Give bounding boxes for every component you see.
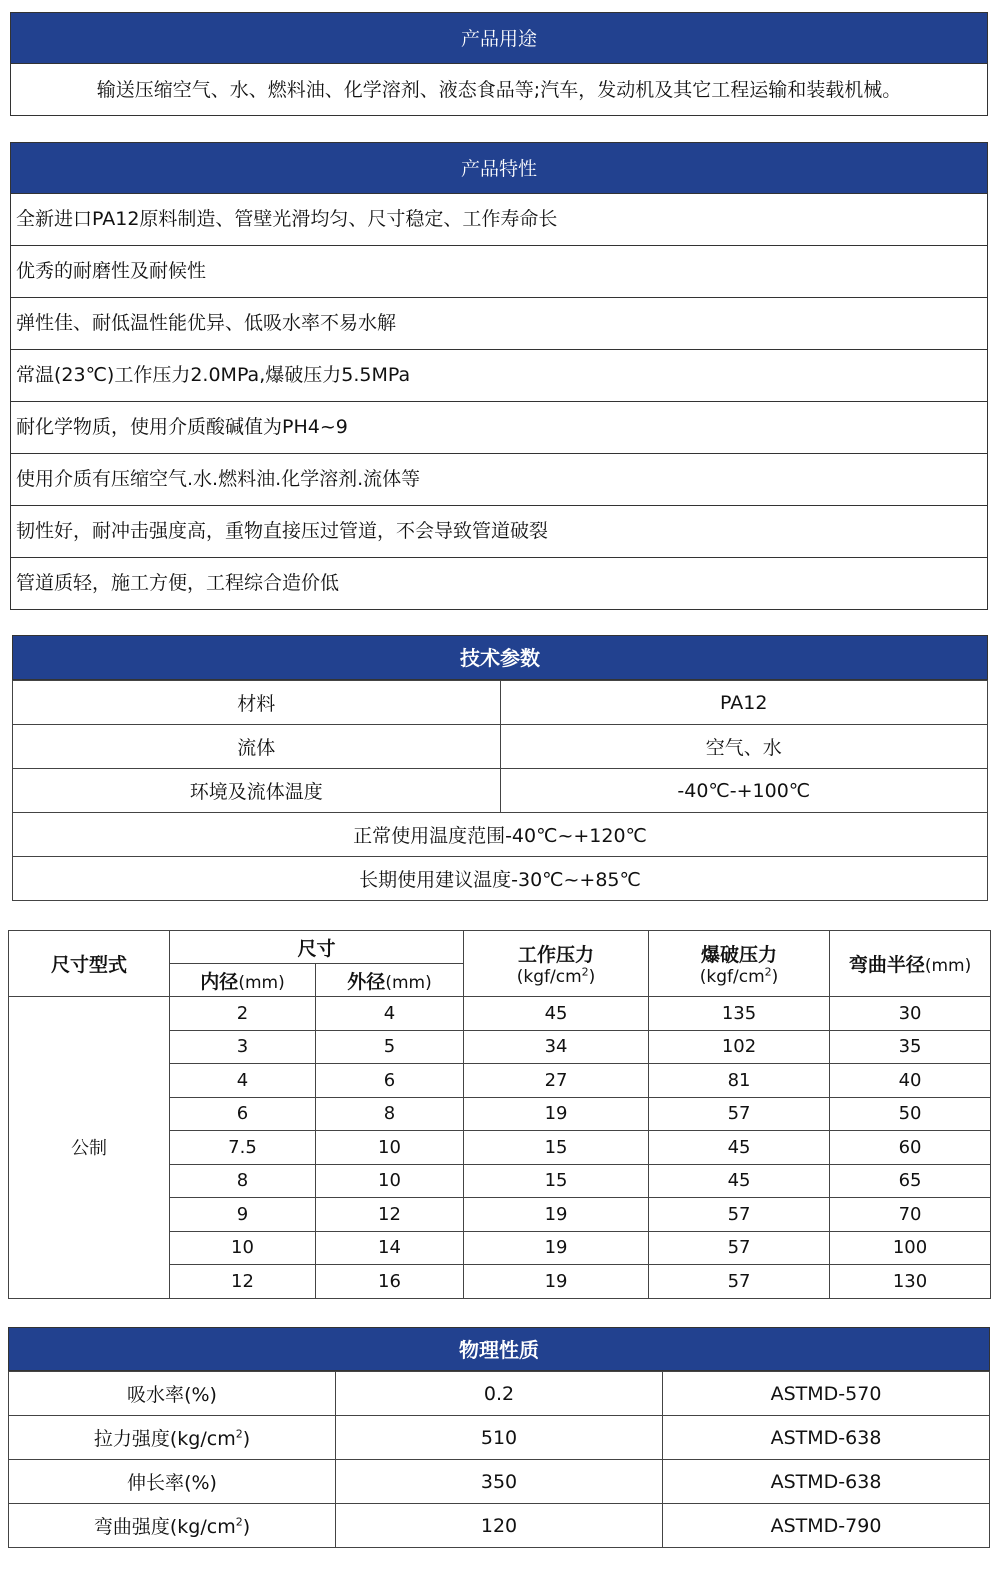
outer-cell: 12 (316, 1198, 464, 1232)
col-type-header: 尺寸型式 (9, 931, 170, 997)
inner-cell: 4 (170, 1064, 316, 1098)
work-cell: 15 (464, 1131, 649, 1165)
burst-cell: 57 (649, 1231, 830, 1265)
burst-cell: 45 (649, 1131, 830, 1165)
phys-unit: (%) (184, 1472, 217, 1494)
phys-label-cell (9, 1504, 336, 1548)
table-header-row (9, 931, 991, 964)
outer-cell: 8 (316, 1097, 464, 1131)
tech-label: 材料 (13, 681, 501, 725)
phys-standard: ASTMD-790 (663, 1504, 990, 1548)
phys-value: 0.2 (336, 1372, 663, 1416)
work-cell: 19 (464, 1097, 649, 1131)
phys-unit: (kg/cm (169, 1428, 236, 1450)
phys-unit: (kg/cm (169, 1516, 236, 1538)
work-cell: 27 (464, 1064, 649, 1098)
outer-cell: 4 (316, 997, 464, 1031)
phys-label: 弯曲强度 (93, 1516, 170, 1538)
bend-cell: 130 (830, 1265, 991, 1299)
bend-cell: 60 (830, 1131, 991, 1165)
col-inner-unit: (mm) (238, 972, 285, 993)
inner-cell: 12 (170, 1265, 316, 1299)
phys-value: 120 (336, 1504, 663, 1548)
col-size-header: 尺寸 (170, 931, 464, 964)
feature-item: 优秀的耐磨性及耐候性 (10, 246, 988, 298)
outer-cell: 14 (316, 1231, 464, 1265)
phys-label-cell (9, 1416, 336, 1460)
unit-sup: 2 (764, 965, 772, 979)
burst-cell: 135 (649, 997, 830, 1031)
col-bend-label: 弯曲半径 (848, 954, 925, 976)
phys-standard: ASTMD-570 (663, 1372, 990, 1416)
phys-unit-sup: 2 (235, 1515, 243, 1529)
phys-value: 510 (336, 1416, 663, 1460)
col-inner-header (170, 964, 316, 997)
col-work-header (464, 931, 649, 997)
phys-label: 伸长率 (127, 1472, 185, 1494)
feature-item: 耐化学物质，使用介质酸碱值为PH4~9 (10, 402, 988, 454)
unit-close: ) (588, 967, 596, 987)
inner-cell: 7.5 (170, 1131, 316, 1165)
col-outer-unit: (mm) (385, 972, 432, 993)
bend-cell: 40 (830, 1064, 991, 1098)
tech-value: -40℃-+100℃ (500, 769, 988, 813)
unit-text: (kgf/cm (699, 967, 765, 987)
table-row (13, 725, 988, 769)
bend-cell: 100 (830, 1231, 991, 1265)
col-burst-label: 爆破压力 (701, 944, 778, 966)
feature-item: 韧性好，耐冲击强度高，重物直接压过管道，不会导致管道破裂 (10, 506, 988, 558)
tech-value: PA12 (500, 681, 988, 725)
physical-table (8, 1371, 990, 1548)
feature-item: 常温(23℃)工作压力2.0MPa,爆破压力5.5MPa (10, 350, 988, 402)
col-work-unit (464, 967, 648, 987)
bend-cell: 70 (830, 1198, 991, 1232)
phys-standard: ASTMD-638 (663, 1460, 990, 1504)
bend-cell: 35 (830, 1030, 991, 1064)
unit-text: (kgf/cm (516, 967, 582, 987)
table-row (9, 997, 991, 1031)
col-burst-header (649, 931, 830, 997)
col-outer-label: 外径 (347, 970, 386, 993)
size-table (8, 930, 991, 1299)
feature-item: 全新进口PA12原料制造、管壁光滑均匀、尺寸稳定、工作寿命长 (10, 194, 988, 246)
phys-unit: (%) (184, 1384, 217, 1406)
usage-text: 输送压缩空气、水、燃料油、化学溶剂、液态食品等;汽车，发动机及其它工程运输和装载机械。 (10, 64, 988, 116)
inner-cell: 8 (170, 1164, 316, 1198)
table-row (13, 769, 988, 813)
unit-sup: 2 (581, 965, 589, 979)
burst-cell: 81 (649, 1064, 830, 1098)
outer-cell: 6 (316, 1064, 464, 1098)
bend-cell: 30 (830, 997, 991, 1031)
col-inner-label: 内径 (200, 970, 239, 993)
phys-unit-close: ) (242, 1428, 251, 1450)
physical-header: 物理性质 (8, 1327, 990, 1371)
work-cell: 45 (464, 997, 649, 1031)
unit-close: ) (771, 967, 779, 987)
work-cell: 19 (464, 1265, 649, 1299)
outer-cell: 10 (316, 1164, 464, 1198)
phys-label-cell (9, 1460, 336, 1504)
inner-cell: 3 (170, 1030, 316, 1064)
phys-unit-sup: 2 (235, 1427, 243, 1441)
feature-item: 弹性佳、耐低温性能优异、低吸水率不易水解 (10, 298, 988, 350)
feature-item: 管道质轻，施工方便，工程综合造价低 (10, 558, 988, 610)
bend-cell: 65 (830, 1164, 991, 1198)
tech-header: 技术参数 (12, 635, 988, 680)
burst-cell: 57 (649, 1198, 830, 1232)
size-section (8, 930, 990, 1299)
tech-label: 环境及流体温度 (13, 769, 501, 813)
table-row (13, 857, 988, 901)
outer-cell: 10 (316, 1131, 464, 1165)
col-bend-unit: (mm) (924, 956, 972, 976)
tech-label: 流体 (13, 725, 501, 769)
tech-full-row: 长期使用建议温度-30℃~+85℃ (13, 857, 988, 901)
table-row (9, 1460, 990, 1504)
work-cell: 19 (464, 1198, 649, 1232)
tech-full-row: 正常使用温度范围-40℃~+120℃ (13, 813, 988, 857)
bend-cell: 50 (830, 1097, 991, 1131)
inner-cell: 9 (170, 1198, 316, 1232)
table-row (13, 681, 988, 725)
phys-value: 350 (336, 1460, 663, 1504)
work-cell: 34 (464, 1030, 649, 1064)
outer-cell: 5 (316, 1030, 464, 1064)
inner-cell: 6 (170, 1097, 316, 1131)
col-burst-unit (649, 967, 829, 987)
feature-item: 使用介质有压缩空气.水.燃料油.化学溶剂.流体等 (10, 454, 988, 506)
usage-header: 产品用途 (10, 12, 988, 64)
outer-cell: 16 (316, 1265, 464, 1299)
phys-standard: ASTMD-638 (663, 1416, 990, 1460)
col-outer-header (316, 964, 464, 997)
phys-label-cell (9, 1372, 336, 1416)
phys-label: 拉力强度 (93, 1428, 170, 1450)
table-row (9, 1372, 990, 1416)
features-section (10, 142, 988, 610)
tech-table (12, 680, 988, 901)
inner-cell: 2 (170, 997, 316, 1031)
physical-section (8, 1327, 990, 1548)
burst-cell: 102 (649, 1030, 830, 1064)
col-work-label: 工作压力 (518, 944, 595, 966)
phys-label: 吸水率 (127, 1384, 185, 1406)
phys-unit-close: ) (242, 1516, 251, 1538)
burst-cell: 57 (649, 1097, 830, 1131)
inner-cell: 10 (170, 1231, 316, 1265)
tech-section (12, 635, 988, 901)
features-header: 产品特性 (10, 142, 988, 194)
type-cell: 公制 (9, 997, 170, 1299)
table-row (9, 1504, 990, 1548)
tech-value: 空气、水 (500, 725, 988, 769)
work-cell: 15 (464, 1164, 649, 1198)
col-bend-header (830, 931, 991, 997)
burst-cell: 57 (649, 1265, 830, 1299)
table-row (13, 813, 988, 857)
table-row (9, 1416, 990, 1460)
burst-cell: 45 (649, 1164, 830, 1198)
work-cell: 19 (464, 1231, 649, 1265)
usage-section (10, 12, 988, 116)
